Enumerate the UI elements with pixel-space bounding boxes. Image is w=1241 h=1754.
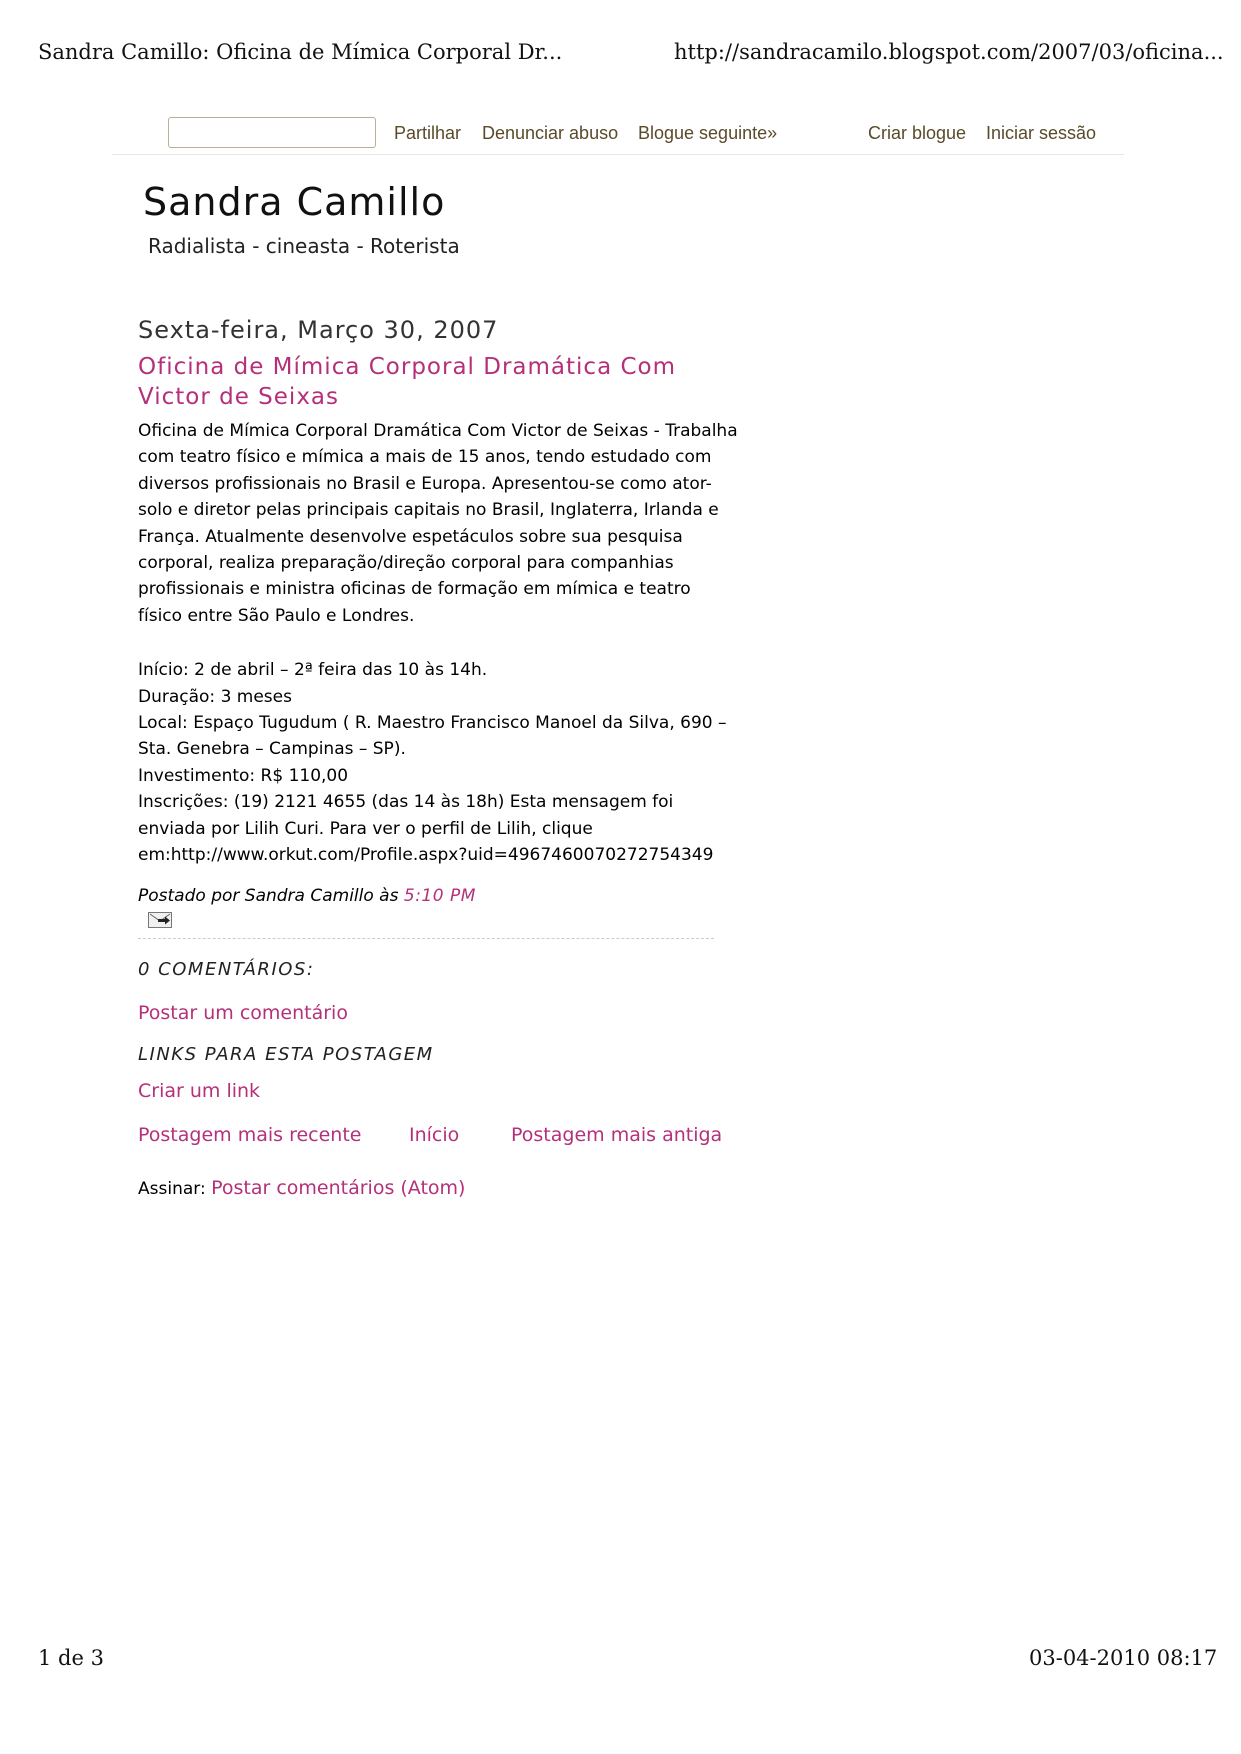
print-page-number: 1 de 3	[38, 1646, 104, 1670]
navbar-share-link[interactable]: Partilhar	[394, 123, 462, 143]
post-title: Oficina de Mímica Corporal Dramática Com Victor de Seixas	[138, 354, 677, 410]
post-intro: Oficina de Mímica Corporal Dramática Com Victor de Seixas - Trabalha com teatro físico e mímica a mais de 15 anos, tendo estudado com diversos profissionais no Brasil e Europa. Apresentou-se como ator-solo e diretor pelas principais capitais no Brasil, Inglaterra, Irlanda e França. Atualmente desenvolve espetáculos sobre sua pesquisa corporal, realiza preparação/direção corporal para companhias profissionais e ministra oficinas de formação em mímica e teatro físico entre São Paulo e Londres.	[138, 421, 738, 626]
post-separator	[138, 938, 714, 939]
post-comment-link[interactable]: Postar um comentário	[138, 1002, 348, 1024]
post-date-header: Sexta-feira, Março 30, 2007	[138, 316, 499, 344]
older-post-link[interactable]: Postagem mais antiga	[511, 1124, 723, 1146]
print-page-url: http://sandracamilo.blogspot.com/2007/03/oficina...	[674, 40, 1224, 64]
post-time-link[interactable]: 5:10 PM	[403, 886, 476, 906]
post-footer	[138, 886, 476, 906]
post-detail-start: Início: 2 de abril – 2ª feira das 10 às 14h.	[138, 660, 488, 681]
newer-post-link[interactable]: Postagem mais recente	[138, 1124, 362, 1146]
atom-feed-link[interactable]: Postar comentários (Atom)	[211, 1177, 466, 1199]
navbar-sign-in-link[interactable]: Iniciar sessão	[986, 123, 1097, 143]
post-detail-price: Investimento: R$ 110,00	[138, 765, 349, 786]
print-datetime: 03-04-2010 08:17	[1029, 1646, 1218, 1670]
comments-heading: 0 COMENTÁRIOS:	[138, 959, 315, 980]
home-link[interactable]: Início	[409, 1124, 460, 1146]
create-link-link[interactable]: Criar um link	[138, 1080, 261, 1102]
post-detail-registration: Inscrições: (19) 2121 4655 (das 14 às 18h) Esta mensagem foi enviada por Lilih Curi. Para ver o perfil de Lilih, clique em:http://www.orkut.com/Profile.aspx?uid=4967460070272754349	[138, 792, 714, 866]
email-post-icon[interactable]	[148, 912, 172, 928]
print-page-title: Sandra Camillo: Oficina de Mímica Corporal Dr...	[38, 40, 563, 64]
post-detail-duration: Duração: 3 meses	[138, 686, 292, 707]
navbar-search-input[interactable]	[168, 117, 376, 148]
feed-links	[138, 1177, 465, 1199]
navbar-report-abuse-link[interactable]: Denunciar abuso	[482, 123, 619, 143]
post-detail-location: Local: Espaço Tugudum ( R. Maestro Francisco Manoel da Silva, 690 – Sta. Genebra – Campinas – SP).	[138, 713, 727, 760]
backlinks-heading: LINKS PARA ESTA POSTAGEM	[138, 1044, 434, 1065]
navbar-next-blog-link[interactable]: Blogue seguinte»	[638, 123, 778, 143]
navbar-divider	[112, 154, 1124, 155]
blog-title[interactable]: Sandra Camillo	[143, 180, 446, 224]
navbar-create-blog-link[interactable]: Criar blogue	[868, 123, 967, 143]
post-body	[138, 418, 738, 869]
posted-by-text: Postado por Sandra Camillo às	[138, 886, 399, 906]
feed-label: Assinar:	[138, 1179, 206, 1199]
blog-description: Radialista - cineasta - Roterista	[148, 234, 460, 258]
